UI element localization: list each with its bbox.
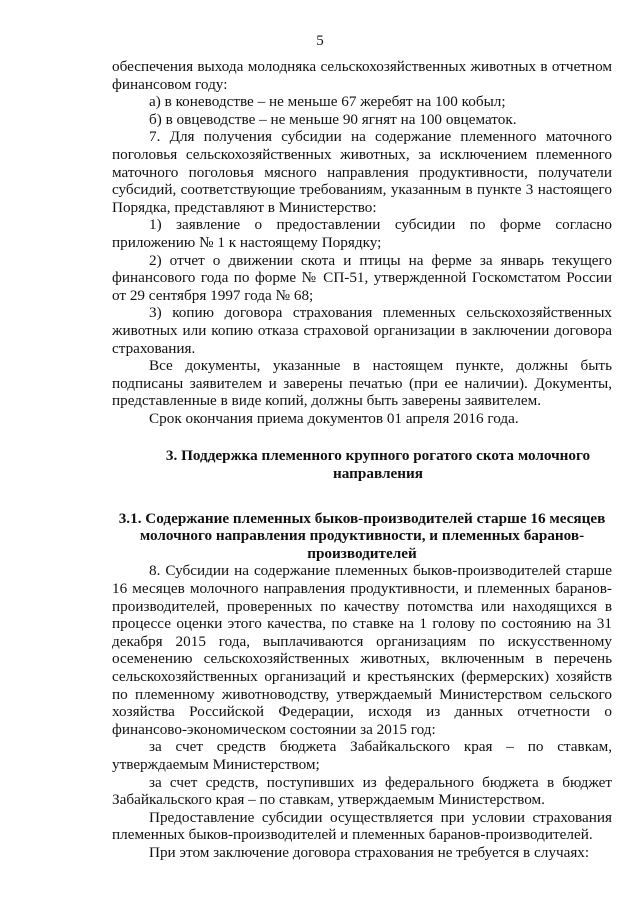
document-body	[112, 58, 612, 862]
paragraph-deadline: Срок окончания приема документов 01 апреля 2016 года.	[149, 409, 519, 427]
section-heading-3: 3. Поддержка племенного крупного рогатого скота молочного направления	[165, 447, 591, 483]
paragraph-7: 7. Для получения субсидии на содержание племенного маточного поголовья сельскохозяйственных животных, за исключением племенного маточного поголовья мясного направления продуктивности, получатели субсидий, соответствующие требованиям, указанным в пункте 3 настоящего Порядка, представляют в Министерство:	[112, 128, 612, 216]
paragraph-insurance-condition: Предоставление субсидии осуществляется при условии страхования племенных быков-производителей и племенных баранов-производителей.	[112, 808, 612, 844]
subsection-heading-3-1: 3.1. Содержание племенных быков-производителей старше 16 месяцев молочного направления продуктивности, и племенных баранов-производителей	[118, 509, 606, 562]
paragraph-intro-continuation: обеспечения выхода молодняка сельскохозяйственных животных в отчетном финансовом году:	[112, 58, 612, 93]
page-number: 5	[316, 33, 324, 49]
list-item-a: а) в коневодстве – не меньше 67 жеребят на 100 кобыл;	[149, 93, 506, 111]
paragraph-regional-budget: за счет средств бюджета Забайкальского края – по ставкам, утверждаемым Министерством;	[112, 738, 612, 773]
paragraph-insurance-exceptions: При этом заключение договора страхования не требуется в случаях:	[149, 843, 590, 861]
list-item-1: 1) заявление о предоставлении субсидии по форме согласно приложению № 1 к настоящему Порядку;	[112, 216, 612, 251]
paragraph-documents: Все документы, указанные в настоящем пункте, должны быть подписаны заявителем и заверены печатью (при ее наличии). Документы, представленные в виде копий, должны быть заверены заявителем.	[112, 357, 612, 410]
paragraph-8: 8. Субсидии на содержание племенных быков-производителей старше 16 месяцев молочного направления продуктивности, и племенных баранов-производителей, проверенных по качеству потомства или находящихся в процессе оценки этого качества, по ставке на 1 голову по состоянию на 31 декабря 2015 года, выплачиваются организациям по искусственному осеменению сельскохозяйственных животных, включенным в перечень сельскохозяйственных организаций и крестьянских (фермерских) хозяйств по племенному животноводству, утверждаемый Министерством сельского хозяйства Российской Федерации, исходя из данных отчетности о финансово-экономическом состоянии за 2015 год:	[112, 562, 612, 738]
list-item-2: 2) отчет о движении скота и птицы на ферме за январь текущего финансового года по форме № СП-51, утвержденной Госкомстатом России от 29 сентября 1997 года № 68;	[112, 251, 612, 304]
list-item-3: 3) копию договора страхования племенных сельскохозяйственных животных или копию отказа страховой организации в заключении договора страхования.	[112, 304, 612, 357]
paragraph-federal-budget: за счет средств, поступивших из федерального бюджета в бюджет Забайкальского края – по ставкам, утверждаемым Министерством.	[112, 773, 612, 809]
list-item-b: б) в овцеводстве – не меньше 90 ягнят на 100 овцематок.	[149, 110, 517, 128]
